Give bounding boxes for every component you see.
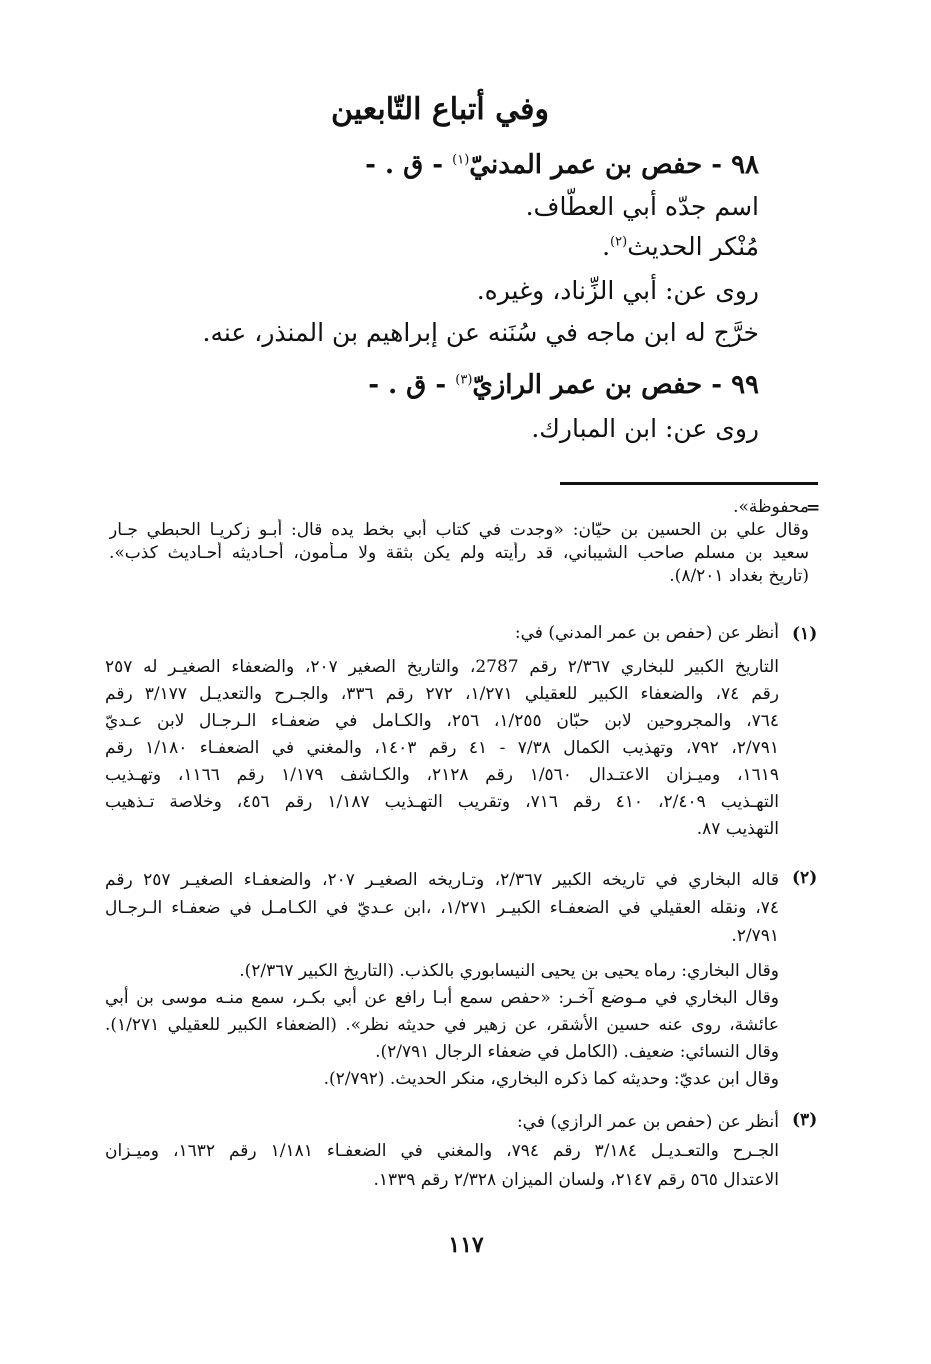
entry-99-suffix: - ق . - bbox=[368, 370, 456, 400]
footnote-line: وقال النسائي: ضعيف. (الكامل في ضعفاء الرجال ٢/٧٩١). bbox=[375, 1042, 779, 1062]
footnote-line: الجـرح والتعـديـل ٣/١٨٤ رقم ٧٩٤، والمغني في الضعفـاء ١/١٨١ رقم ١٦٣٢، وميـزان bbox=[105, 1141, 779, 1161]
footnote-1-marker: (١) bbox=[792, 624, 818, 644]
footnote-line: قاله البخاري في تاريخه الكبير ٢/٣٦٧، وتـاريخه الصغيـر ٢٠٧، والضعفـاء الصغيـر ٢٥٧ رقم bbox=[105, 870, 779, 890]
footnote-line: وقال علي بن الحسين بن حيّان: «وجدت في كتاب أبي بخط يده قال: أبـو زكريـا الحبطي جـار bbox=[109, 520, 809, 540]
entry-98-line: روى عن: أبي الزِّناد، وغيره. bbox=[476, 276, 759, 305]
footnote-line: وقال ابن عديّ: وحديثه كما ذكره البخاري، منكر الحديث. (٢/٧٩٢). bbox=[323, 1069, 779, 1089]
entry-99-line: روى عن: ابن المبارك. bbox=[531, 414, 759, 443]
entry-98-note-ref: (١) bbox=[452, 152, 470, 168]
footnote-separator bbox=[560, 482, 818, 485]
section-heading: وفي أتباع التّابعين bbox=[331, 92, 549, 127]
footnote-line: رقم ٧٤، والضعفاء الكبير للعقيلي ١/٢٧١، ٢٧٢ رقم ٣٣٦، والجـرح والتعديـل ٣/١٧٧ رقم bbox=[105, 684, 779, 704]
footnote-line: ٢/٧٩١، ٧٩٢، وتهذيب الكمال ٧/٣٨ - ٤١ رقم ١٤٠٣، والمغني في الضعفـاء ١/١٨٠ رقم bbox=[105, 738, 779, 758]
footnote-line: التاريخ الكبير للبخاري ٢/٣٦٧ رقم 2787، والتاريخ الصغير ٢٠٧، والضعفاء الصغيـر له ٢٥٧ bbox=[105, 657, 779, 677]
footnote-line: وقال البخاري في مـوضع آخـر: «حفص سمع أبـا رافع عن أبي بكـر، سمع منـه موسى بن أبي bbox=[105, 988, 779, 1008]
footnote-line: ٧٤، ونقله العقيلي في الضعفـاء الكبيـر ١/٢٧١، ،ابن عـديّ في الكـامـل في ضعفـاء الـرجـال bbox=[105, 898, 779, 918]
entry-98-line: مُنْكر الحديث bbox=[627, 232, 759, 261]
footnote-2-body bbox=[105, 866, 779, 950]
entry-98-line-ref: (٢) bbox=[610, 234, 628, 250]
footnote-line: ٧٦٤، والمجروحين لابن حبّان ١/٢٥٥، ٢٥٦، والكـامل في ضعفـاء الـرجـال لابن عـديّ bbox=[105, 711, 779, 731]
footnote-line: أنظر عن (حفص بن عمر المدني) في: bbox=[514, 623, 779, 643]
footnote-line: وقال البخاري: رماه يحيى بن يحيى النيسابوري بالكذب. (التاريخ الكبير ٢/٣٦٧). bbox=[239, 961, 779, 981]
entry-99-title bbox=[368, 370, 759, 400]
footnote-line: أنظر عن (حفص بن عمر الرازي) في: bbox=[516, 1112, 779, 1132]
entry-98-line-with-ref: مُنْكر الحديث$^{(٢)}$. bbox=[602, 232, 759, 261]
footnote-continuation bbox=[109, 496, 809, 588]
footnote-line: سعيد بن مسلم صاحب الشيباني، قد رأيته ولم يكن بثقة ولا مـأمون، أحـاديثه أحـاديث كذب». bbox=[109, 543, 809, 563]
entry-99-name: ٩٩ - حفص بن عمر الرازيّ bbox=[472, 370, 759, 400]
entry-98-title bbox=[365, 150, 759, 180]
footnote-line: ٢/٧٩١. bbox=[731, 926, 779, 946]
footnote-line: عائشة، روى عنه حسين الأشقر، عن زهير في حديثه نظر». (الضعفاء الكبير للعقيلي ١/٢٧١). bbox=[105, 1015, 779, 1035]
entry-98-suffix: - ق . - bbox=[365, 150, 453, 180]
footnote-line: ١٦١٩، وميـزان الاعتـدال ١/٥٦٠ رقم ٢١٢٨، والكـاشف ١/١٧٩ رقم ١١٦٦، وتهـذيب bbox=[105, 765, 779, 785]
continuation-marker: = bbox=[806, 498, 821, 518]
footnote-2-marker: (٢) bbox=[792, 868, 818, 888]
footnote-line: التهذيب ٨٧. bbox=[696, 819, 779, 839]
footnote-1-body bbox=[105, 654, 779, 843]
footnote-line: التهـذيب ٢/٤٠٩، ٤١٠ رقم ٧١٦، وتقريب التهـذيب ١/١٨٧ رقم ٤٥٦، وخلاصة تـذهيب bbox=[105, 792, 779, 812]
entry-98-line: خرَّج له ابن ماجه في سُنَنه عن إبراهيم بن المنذر، عنه. bbox=[202, 318, 759, 347]
footnote-line: (تاريخ بغداد ٨/٢٠١). bbox=[669, 566, 809, 586]
footnote-line: محفوظة». bbox=[733, 497, 809, 517]
footnote-3-body bbox=[105, 1108, 779, 1195]
footnote-2-continued bbox=[105, 958, 779, 1093]
footnote-3-marker: (٣) bbox=[792, 1110, 818, 1130]
page-number: ١١٧ bbox=[448, 1232, 484, 1258]
footnote-line: الاعتدال ٥٦٥ رقم ٢١٤٧، ولسان الميزان ٢/٣٢٨ رقم ١٣٣٩. bbox=[373, 1170, 779, 1190]
entry-99-note-ref: (٣) bbox=[455, 372, 473, 388]
entry-98-name: ٩٨ - حفص بن عمر المدنيّ bbox=[469, 150, 759, 180]
footnote-1-head bbox=[129, 622, 779, 645]
entry-98-line: اسم جدّه أبي العطّاف. bbox=[525, 192, 759, 221]
